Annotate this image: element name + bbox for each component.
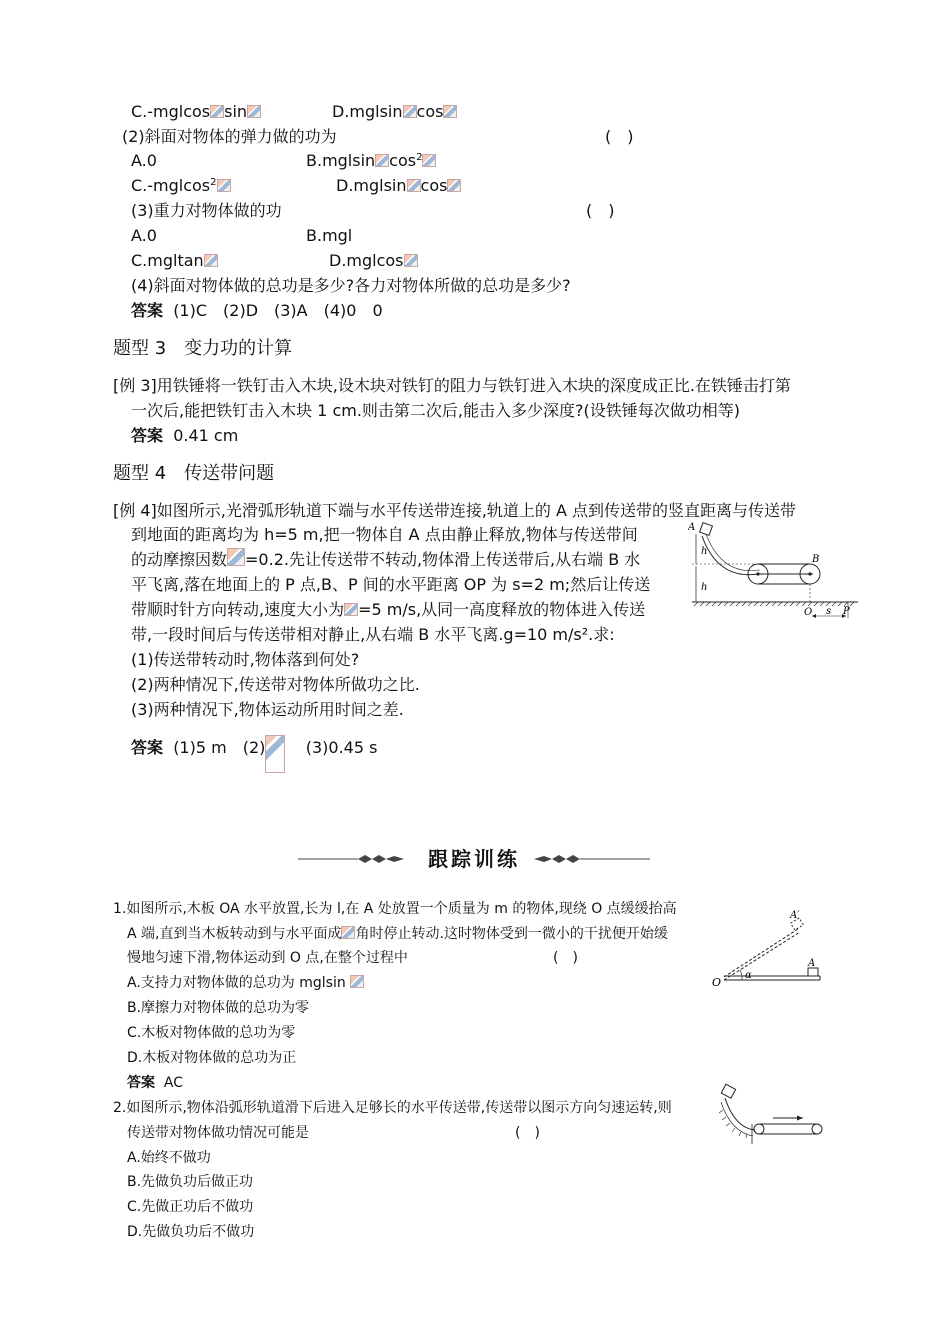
section-title: 跟踪训练 — [428, 847, 520, 871]
formula-image-icon — [217, 179, 231, 192]
ex1-line1: 1.如图所示,木板 OA 水平放置,长为 l,在 A 处放置一个质量为 m 的物体,现绕 O 点缓缓抬高 — [113, 901, 677, 917]
example4-line3: 的动摩擦因数 =0.2.先让传送带不转动,物体滑上传送带后,从右端 B 水 — [131, 550, 641, 569]
formula-image-icon — [210, 105, 224, 118]
angle-arc — [740, 970, 742, 980]
q1-option-d: D.mglsin cos — [332, 100, 457, 124]
ex1-answer: 答案 AC — [127, 1075, 184, 1091]
formula-image-icon — [375, 154, 389, 167]
arc-track — [702, 536, 813, 575]
type3-heading: 题型 3 变力功的计算 — [113, 338, 293, 359]
ex1-answer-paren: ( ) — [553, 950, 578, 966]
arrow-head-icon — [797, 1116, 803, 1121]
ramp-hatch-line — [721, 1102, 753, 1136]
arc-ramp — [725, 1098, 755, 1130]
q3-option-c: C.mgltan — [131, 249, 218, 273]
formula-image-icon — [227, 548, 245, 566]
ex2-option-d: D.先做负功后不做功 — [127, 1224, 255, 1240]
incline-board-figure — [712, 908, 830, 990]
example3-line2: 一次后,能把铁钉击入木块 1 cm.则击第二次后,能击入多少深度?(设铁锤每次做功相等) — [131, 401, 740, 420]
ex2-option-b: B.先做负功后做正功 — [127, 1174, 254, 1190]
board-inclined-top — [724, 929, 798, 977]
label-h2: h — [701, 582, 708, 593]
answer-3: 答案 0.41 cm — [131, 426, 239, 445]
example4-sub3: (3)两种情况下,物体运动所用时间之差. — [131, 700, 404, 719]
ex1-option-c: C.木板对物体做的总功为零 — [127, 1025, 296, 1041]
conveyor-figure — [688, 520, 863, 625]
q2-option-c: C.-mglcos$^2$ — [131, 174, 231, 198]
q2-answer-paren: ( ) — [605, 127, 634, 146]
formula-image-icon — [350, 975, 364, 988]
q3-option-d: D.mglcos — [329, 249, 418, 273]
type4-heading: 题型 4 传送带问题 — [113, 463, 275, 484]
q2-option-b: B.mglsin $\cos^2$ — [306, 149, 436, 173]
board-inclined — [724, 932, 800, 980]
formula-image-icon — [403, 105, 417, 118]
ex1-option-d: D.木板对物体做的总功为正 — [127, 1050, 297, 1066]
formula-image-icon — [247, 105, 261, 118]
section-divider — [298, 845, 650, 873]
formula-image-icon — [407, 179, 421, 192]
label-a: A — [688, 522, 696, 533]
label-s: s — [826, 606, 832, 617]
answer-4: 答案 (1)5 m (2) (3)0.45 s — [131, 735, 377, 773]
ex2-line1: 2.如图所示,物体沿弧形轨道滑下后进入足够长的水平传送带,传送带以图示方向匀速运转,则 — [113, 1100, 672, 1116]
q3-stem: (3)重力对物体做的功 — [131, 201, 282, 220]
ex2-line2: 传送带对物体做功情况可能是 — [127, 1125, 309, 1141]
q2-option-d: D.mglsin cos — [336, 174, 461, 198]
arc-track-inner — [706, 534, 760, 571]
example4-line1: [例 4]如图所示,光滑弧形轨道下端与水平传送带连接,轨道上的 A 点到传送带的竖直距离与传送带 — [113, 501, 797, 520]
formula-image-icon — [341, 926, 355, 939]
right-pulley — [812, 1124, 822, 1134]
formula-image-icon — [204, 254, 218, 267]
example4-line4: 平飞离,落在地面上的 P 点,B、P 间的水平距离 OP 为 s=2 m;然后让传送 — [131, 575, 651, 594]
ramp-conveyor-figure — [715, 1082, 830, 1146]
ex1-option-a: A.支持力对物体做的总功为 mglsin — [127, 971, 364, 995]
formula-image-icon — [422, 154, 436, 167]
example3-line1: [例 3]用铁锤将一铁钉击入木块,设木块对铁钉的阻力与铁钉进入木块的深度成正比.在铁锤击打第 — [113, 376, 791, 395]
label-h1: h — [701, 546, 708, 557]
ex1-line3: 慢地匀速下滑,物体运动到 O 点,在整个过程中 — [127, 950, 408, 966]
example4-line5: 带顺时针方向转动,速度大小为 =5 m/s,从同一高度释放的物体进入传送 — [131, 600, 646, 619]
q3-option-a: A.0 — [131, 226, 157, 245]
q3-option-b: B.mgl — [306, 226, 353, 245]
q1-option-c: C.-mglcos sin — [131, 100, 261, 124]
left-pulley — [754, 1124, 764, 1134]
label-p: P — [843, 606, 850, 617]
example4-sub2: (2)两种情况下,传送带对物体所做功之比. — [131, 675, 420, 694]
ex2-answer-paren: ( ) — [515, 1125, 540, 1141]
block — [721, 1084, 735, 1098]
label-a: A — [808, 958, 816, 969]
left-pulley-axle — [756, 572, 759, 575]
block-at-a — [808, 968, 818, 976]
example4-line6: 带,一段时间后与传送带相对静止,从右端 B 水平飞离.g=10 m/s².求: — [131, 625, 615, 644]
label-o: O — [804, 607, 813, 618]
example4-line2: 到地面的距离均为 h=5 m,把一物体自 A 点由静止释放,物体与传送带间 — [131, 525, 638, 544]
ex2-option-a: A.始终不做功 — [127, 1150, 211, 1166]
label-b: B — [812, 554, 820, 565]
ex1-option-b: B.摩擦力对物体做的总功为零 — [127, 1000, 310, 1016]
q2-stem: (2)斜面对物体的弹力做的功为 — [122, 127, 337, 146]
formula-image-icon — [404, 254, 418, 267]
label-a-prime: A′ — [790, 910, 800, 921]
formula-image-icon — [447, 179, 461, 192]
formula-image-icon — [344, 603, 358, 616]
ex1-line2: A 端,直到当木板转动到与水平面成 角时停止转动.这时物体受到一微小的干扰便开始缓 — [127, 926, 668, 942]
ex2-option-c: C.先做正功后不做功 — [127, 1199, 254, 1215]
label-o: O — [712, 976, 722, 989]
answer-1: 答案 (1)C (2)D (3)A (4)0 0 — [131, 301, 383, 320]
example4-sub1: (1)传送带转动时,物体落到何处? — [131, 650, 360, 669]
label-alpha: α — [745, 970, 752, 981]
fraction-image-icon — [265, 735, 285, 773]
q3-answer-paren: ( ) — [586, 201, 615, 220]
q4-stem: (4)斜面对物体做的总功是多少?各力对物体所做的总功是多少? — [131, 276, 571, 295]
q2-option-a: A.0 — [131, 151, 157, 170]
formula-image-icon — [443, 105, 457, 118]
right-pulley-axle — [808, 572, 811, 575]
block-a — [700, 523, 713, 536]
